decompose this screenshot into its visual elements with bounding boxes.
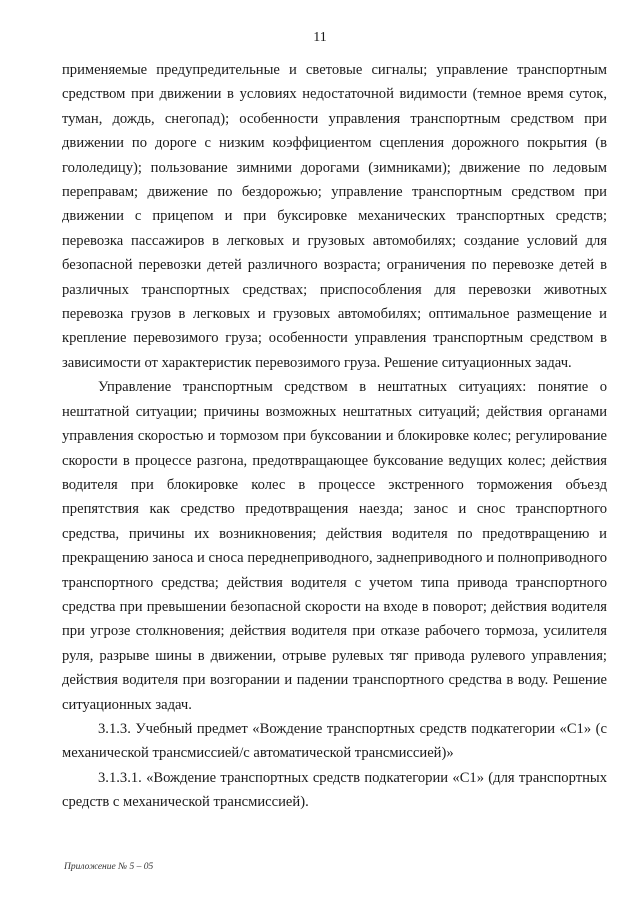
section-heading-3-1-3-1: 3.1.3.1. «Вождение транспортных средств подкатегории «C1» (для транспортных средств с механической трансмиссией).: [62, 769, 607, 811]
page-footer: Приложение № 5 – 05: [64, 862, 154, 872]
document-body: [62, 58, 607, 815]
paragraph-continuation: применяемые предупредительные и световые сигналы; управление транспортным средством при движении в условиях недостаточной видимости (темное время суток, туман, дождь, снегопад); особенности управления транспортным средством при движении по дороге с низким коэффициентом сцепления дорожного покрытия (в гололедицу); пользование зимними дорогами (зимниками); движение по ледовым переправам; движение по бездорожью; управление транспортным средством при движении с прицепом и при буксировке механических транспортных средств; перевозка пассажиров в легковых и грузовых автомобилях; создание условий для безопасной перевозки детей различного возраста; ограничения по перевозке детей в различных транспортных средствах; приспособления для перевозки животных перевозка грузов в легковых и грузовых автомобилях; оптимальное размещение и крепление перевозимого груза; особенности управления транспортным средством в зависимости от характеристик перевозимого груза. Решение ситуационных задач.: [62, 62, 607, 371]
section-heading-3-1-3: 3.1.3. Учебный предмет «Вождение транспортных средств подкатегории «C1» (с механической трансмиссией/с автоматической трансмиссией)»: [62, 720, 607, 762]
paragraph-emergency-situations: Управление транспортным средством в нештатных ситуациях: понятие о нештатной ситуации; причины возможных нештатных ситуаций; действия органами управления скоростью и тормозом при буксовании и блокировке колес; регулирование скорости в процессе разгона, предотвращающее буксование ведущих колес; действия водителя при блокировке колес в процессе экстренного торможения объезд препятствия как средство предотвращения наезда; занос и снос транспортного средства, причины их возникновения; действия водителя по предотвращению и прекращению заноса и сноса переднеприводного, заднеприводного и полноприводного транспортного средства; действия водителя с учетом типа привода транспортного средства при превышении безопасной скорости на входе в поворот; действия водителя при угрозе столкновения; действия водителя при отказе рабочего тормоза, усилителя руля, разрыве шины в движении, отрыве рулевых тяг привода рулевого управления; действия водителя при возгорании и падении транспортного средства в воду. Решение ситуационных задач.: [62, 379, 607, 713]
page-number: 11: [313, 30, 327, 45]
